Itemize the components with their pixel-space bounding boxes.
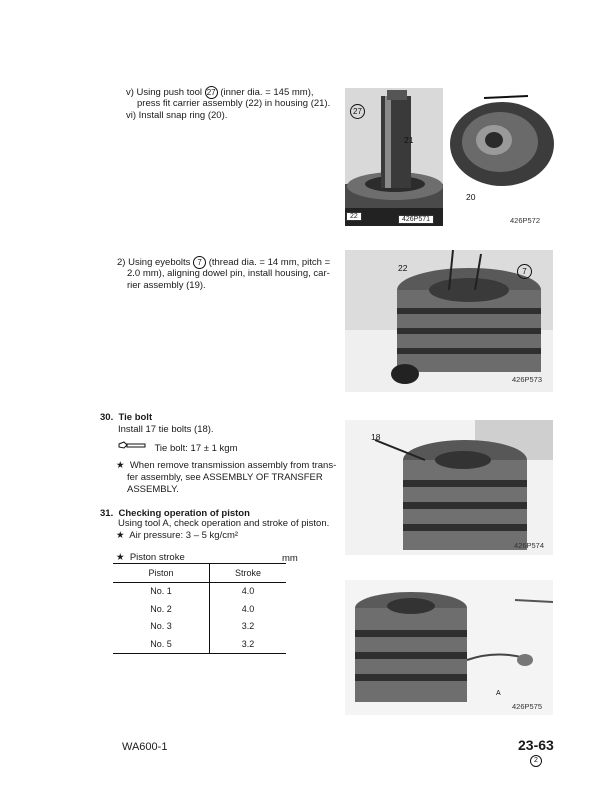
torque-line [118,441,237,456]
section-title: Checking operation of piston [118,508,250,519]
callout-20: 20 [466,192,476,202]
note-line2: fer assembly, see ASSEMBLY OF TRANSFER [127,472,323,483]
air-pressure: Air pressure: 3 – 5 kg/cm² [129,530,239,541]
callout-22: 22 [346,212,362,221]
tool-number-badge: 27 [350,104,365,119]
callout-18: 18 [371,432,381,442]
revision-badge: 2 [530,755,542,767]
callout-tool-a: A [496,690,501,697]
section-title: Tie bolt [118,412,153,423]
note-line3: ASSEMBLY. [127,484,179,495]
star-mark: ★ [116,530,125,541]
step2-line3: rier assembly (19). [127,280,206,291]
step2-text-b: (thread dia. = 14 mm, pitch = [208,257,331,269]
star-mark: ★ [116,552,125,563]
table-header-stroke: Stroke [210,564,287,583]
photo-snap-ring-image [444,88,554,188]
table-cell-stroke: 3.2 [241,621,255,632]
table-header-row [113,564,286,583]
footer-model: WA600-1 [122,741,168,753]
step-v-text-a: v) Using push tool [126,87,203,99]
photo-caption: 426P575 [512,702,543,711]
tool-number-badge: 27 [205,86,218,99]
table-row [113,618,286,636]
photo-caption: 426P572 [510,216,541,225]
photo-snap-ring [444,88,554,188]
section-number: 31. [100,508,114,519]
note-transfer [116,460,336,473]
table-row [113,635,286,653]
table-row [113,600,286,618]
torque-value: Tie bolt: 17 ± 1 kgm [154,442,238,454]
table-cell-piston: No. 2 [113,600,210,618]
footer-page-number: 23-63 [518,737,554,753]
step2-text-a: 2) Using eyebolts [117,257,191,269]
table-cell-piston: No. 3 [113,618,210,636]
section-30-heading [100,412,152,425]
step-vi: vi) Install snap ring (20). [126,110,228,121]
callout-22: 22 [398,263,408,273]
footer-revision [530,755,542,767]
step2-line2: 2.0 mm), aligning dowel pin, install housing, car- [127,268,330,279]
callout-21: 21 [404,135,414,145]
section-30-line1: Install 17 tie bolts (18). [118,424,214,435]
photo-caption: 426P574 [514,541,545,550]
section-number: 30. [100,412,114,423]
table-cell-stroke: 3.2 [210,635,287,653]
photo-caption: 426P573 [512,375,543,384]
note-line1: When remove transmission assembly from trans- [129,460,337,471]
piston-stroke-table [113,563,286,654]
step-v-text-b: (inner dia. = 145 mm), [220,87,314,99]
table-cell-piston: No. 1 [113,582,210,600]
section-31-line1: Using tool A, check operation and stroke of piston. [118,518,330,529]
table-cell-stroke: 4.0 [241,586,255,597]
star-mark: ★ [116,460,125,471]
table-cell-piston: No. 5 [113,635,210,653]
callout-tool-7 [517,264,532,279]
torque-wrench-icon [118,441,146,456]
tool-number-badge: 7 [193,256,206,269]
table-header-piston: Piston [113,564,210,583]
photo-piston-check [345,580,553,715]
piston-stroke-title: Piston stroke [129,552,185,563]
step-v-line2: press fit carrier assembly (22) in housing (21). [137,98,331,109]
table-cell-stroke: 4.0 [241,603,255,614]
photo-piston-check-image [345,580,553,715]
table-row [113,582,286,600]
unit-label: mm [282,553,298,564]
tool-number-badge: 7 [517,264,532,279]
photo-caption: 426P571 [398,215,434,224]
air-pressure-line [116,530,238,543]
callout-tool-27 [350,104,365,119]
